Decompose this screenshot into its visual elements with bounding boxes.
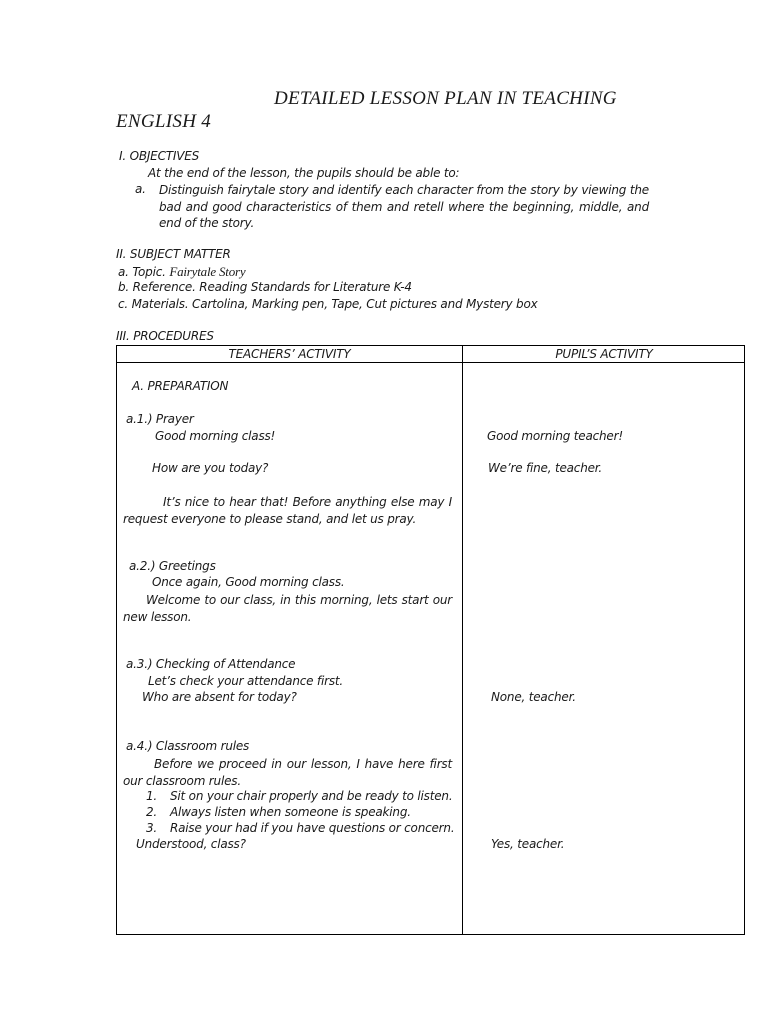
subject-topic-label: a. Topic.	[118, 265, 170, 279]
attendance-label: a.3.) Checking of Attendance	[126, 657, 296, 671]
rule-number-2: 2.	[146, 805, 158, 819]
subject-reference: b. Reference. Reading Standards for Literature K-4	[118, 280, 412, 294]
rule-text-1: Sit on your chair properly and be ready to listen.	[170, 789, 453, 803]
objective-a-text: Distinguish fairytale story and identify each character from the story by viewing the bad and good characteristics of them and retell where the beginning, middle, and end of the story.	[159, 183, 649, 230]
greetings-teacher-line1: Once again, Good morning class.	[152, 575, 345, 589]
column-header-teacher: TEACHERS’ ACTIVITY	[228, 347, 351, 361]
preparation-heading: A. PREPARATION	[132, 379, 229, 393]
prayer-teacher-line3: It’s nice to hear that! Before anything else may I request everyone to please stand, and let us pray.	[123, 495, 452, 526]
attendance-teacher-line1: Let’s check your attendance first.	[148, 674, 343, 688]
subject-topic-value: Fairytale Story	[169, 264, 246, 279]
prayer-teacher-line1: Good morning class!	[155, 429, 276, 443]
subject-topic	[118, 264, 245, 280]
column-header-pupil: PUPIL’S ACTIVITY	[555, 347, 653, 361]
greetings-label: a.2.) Greetings	[129, 559, 216, 573]
objectives-heading: I. OBJECTIVES	[119, 149, 200, 163]
greetings-teacher-line2: Welcome to our class, in this morning, lets start our new lesson.	[123, 593, 452, 624]
rules-closing: Understood, class?	[136, 837, 246, 851]
document-title-line1: DETAILED LESSON PLAN IN TEACHING	[274, 88, 617, 109]
prayer-label: a.1.) Prayer	[126, 412, 194, 426]
attendance-pupil-line1: None, teacher.	[491, 690, 576, 704]
document-title-line2: ENGLISH 4	[116, 111, 212, 132]
procedures-heading: III. PROCEDURES	[116, 329, 214, 343]
rule-number-3: 3.	[146, 821, 158, 835]
subject-materials: c. Materials. Cartolina, Marking pen, Tape, Cut pictures and Mystery box	[118, 297, 538, 311]
objectives-intro: At the end of the lesson, the pupils should be able to:	[148, 166, 460, 180]
prayer-teacher-line2: How are you today?	[152, 461, 269, 475]
rule-text-3: Raise your had if you have questions or concern.	[170, 821, 455, 835]
rule-number-1: 1.	[146, 789, 158, 803]
prayer-pupil-line2: We’re fine, teacher.	[488, 461, 603, 475]
prayer-pupil-line1: Good morning teacher!	[487, 429, 623, 443]
rule-text-2: Always listen when someone is speaking.	[170, 805, 411, 819]
subject-matter-heading: II. SUBJECT MATTER	[116, 247, 231, 261]
rules-label: a.4.) Classroom rules	[126, 739, 250, 753]
table-header-divider	[117, 362, 744, 363]
objective-a-marker: a.	[135, 182, 146, 196]
rules-intro: Before we proceed in our lesson, I have here first our classroom rules.	[123, 757, 452, 788]
table-column-divider	[462, 346, 463, 934]
rules-pupil-line1: Yes, teacher.	[491, 837, 565, 851]
attendance-teacher-line2: Who are absent for today?	[142, 690, 297, 704]
